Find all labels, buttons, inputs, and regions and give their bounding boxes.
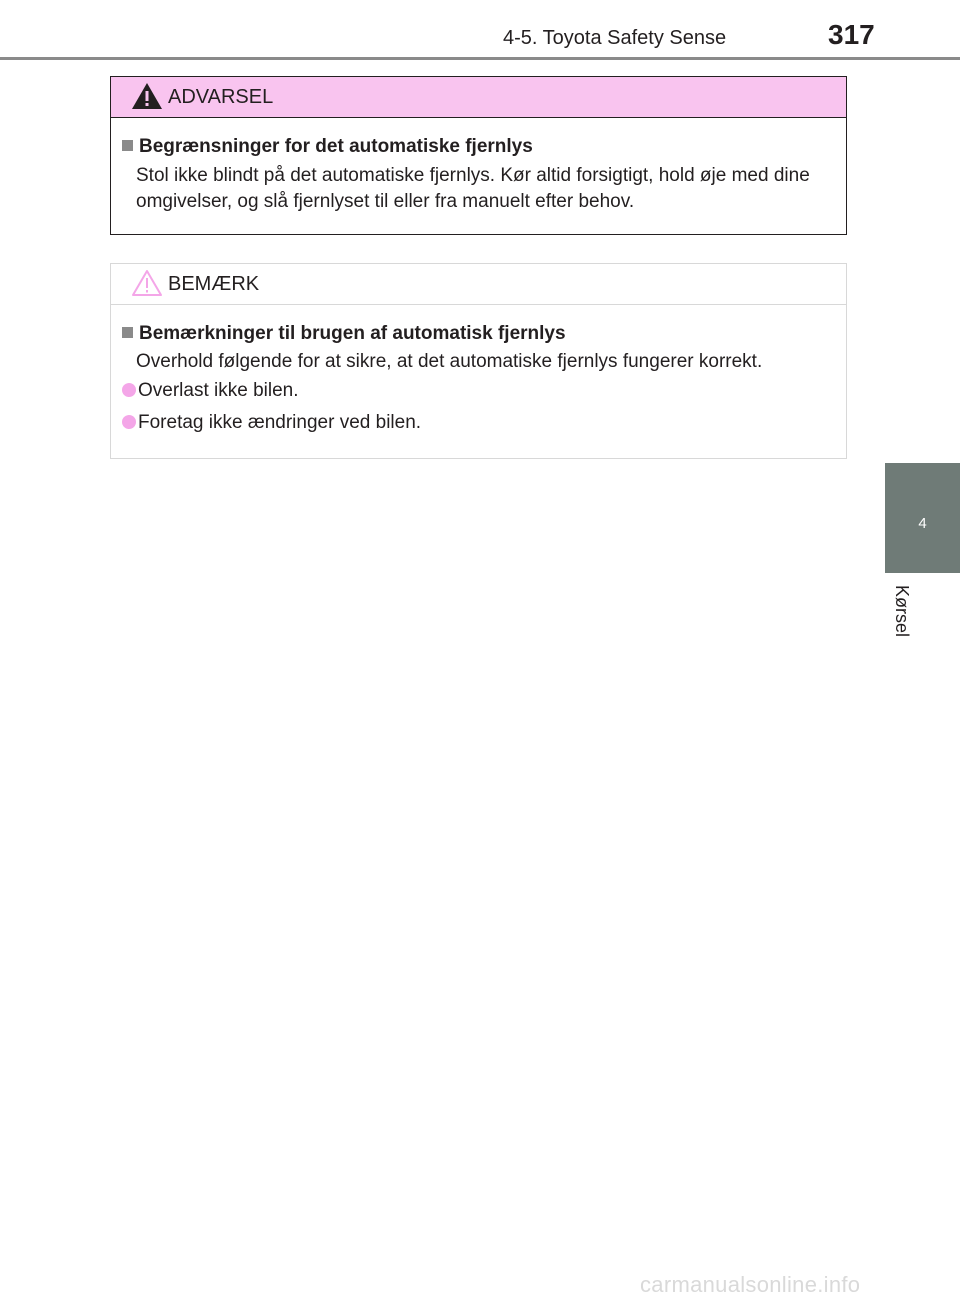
warning-text: Stol ikke blindt på det automatiske fjernlys. Kør altid forsigtigt, hold øje med dine omgivelser, og slå fjernlyset til eller fra manuelt efter behov. xyxy=(136,165,810,212)
list-item xyxy=(122,378,299,404)
list-item-text: Foretag ikke ændringer ved bilen. xyxy=(138,412,422,433)
notice-label: BEMÆRK xyxy=(168,273,260,295)
notice-heading xyxy=(122,322,566,346)
warning-heading xyxy=(122,135,533,159)
page-number: 317 xyxy=(828,19,875,50)
list-item-text: Overlast ikke bilen. xyxy=(138,380,299,401)
round-bullet-icon xyxy=(122,383,136,397)
square-bullet-icon xyxy=(122,140,133,151)
section-title: 4-5. Toyota Safety Sense xyxy=(503,27,727,49)
caution-triangle-icon xyxy=(131,269,163,297)
notice-heading-text: Bemærkninger til brugen af automatisk fjernlys xyxy=(139,323,566,344)
warning-header xyxy=(111,77,846,118)
square-bullet-icon xyxy=(122,327,133,338)
chapter-title xyxy=(873,585,953,645)
warning-heading-text: Begrænsninger for det automatiske fjernlys xyxy=(139,136,533,157)
watermark: carmanualsonline.info xyxy=(640,1272,861,1297)
notice-text: Overhold følgende for at sikre, at det automatiske fjernlys fungerer korrekt. xyxy=(136,351,763,372)
warning-triangle-icon xyxy=(131,82,163,110)
list-item xyxy=(122,410,421,436)
notice-box xyxy=(110,263,847,459)
chapter-title-text: Kørsel xyxy=(892,585,912,638)
chapter-number: 4 xyxy=(918,515,927,532)
notice-header xyxy=(111,264,846,305)
header-rule xyxy=(0,57,960,60)
round-bullet-icon xyxy=(122,415,136,429)
warning-box xyxy=(110,76,847,235)
warning-label: ADVARSEL xyxy=(168,86,274,108)
chapter-tab xyxy=(885,463,960,573)
